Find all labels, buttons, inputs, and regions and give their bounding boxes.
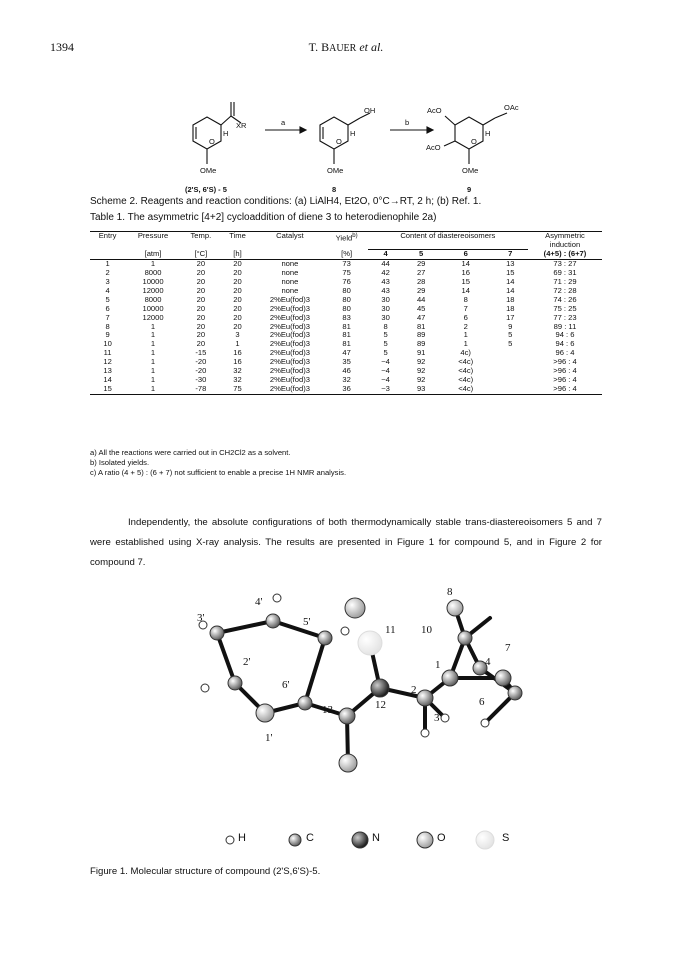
table-cell: 27 — [416, 268, 426, 278]
table-cell: 6 — [463, 312, 468, 322]
table-cell: -30 — [195, 375, 207, 384]
table-cell: 12000 — [142, 312, 164, 322]
table-cell: 14 — [506, 277, 515, 287]
table-cell: 44 — [381, 259, 390, 269]
table-cell: 20 — [196, 321, 206, 331]
table-cell: 8000 — [144, 294, 162, 304]
table-cell: 6 — [105, 303, 110, 313]
table-cell: 20 — [196, 268, 206, 278]
ome-label-5: OMe — [200, 166, 217, 175]
table-cell: 9 — [105, 330, 110, 340]
table-cell: 45 — [416, 303, 426, 313]
table-cell: 20 — [233, 321, 242, 331]
col-5: 5 — [404, 250, 439, 260]
table-cell: >96 : 4 — [553, 357, 577, 367]
table-cell: 15 — [461, 277, 470, 287]
table-cell: 5 — [383, 339, 388, 349]
table-cell: 8000 — [144, 268, 162, 278]
table-cell: 15 — [90, 385, 125, 394]
table-cell: 81 — [342, 339, 351, 349]
table-cell: 80 — [342, 303, 351, 313]
table-cell: 7 — [105, 312, 110, 322]
th-entry: Entry — [90, 232, 125, 250]
table-cell: 4 — [105, 285, 110, 295]
table-cell: 12000 — [142, 285, 164, 295]
table-cell — [493, 367, 528, 376]
table-cell: 5 — [383, 330, 388, 340]
unit-time: [h] — [221, 250, 254, 260]
table-cell: 8 — [383, 321, 388, 331]
table-cell — [493, 349, 528, 358]
th-asym: Asymmetric induction — [528, 232, 602, 250]
table-cell: 2%Eu(fod)3 — [269, 321, 310, 331]
table-cell: 20 — [233, 268, 242, 278]
table-cell: none — [281, 268, 299, 278]
th-content: Content of diastereoisomers — [368, 232, 528, 250]
table-cell: 2%Eu(fod)3 — [269, 366, 310, 376]
table-cell: 7 — [463, 303, 468, 313]
table-cell: 1 — [150, 339, 156, 349]
table-cell: 32 — [342, 375, 351, 384]
table-cell: 89 — [416, 339, 426, 349]
table-cell: 20 — [196, 312, 206, 322]
table-cell: 81 — [416, 321, 426, 331]
table-cell: 20 — [233, 285, 242, 295]
table-cell: 20 — [233, 294, 242, 304]
table-cell: none — [281, 259, 299, 269]
ring-o-label-9: O — [471, 137, 477, 146]
oac-label: OAc — [504, 103, 519, 112]
table-cell: 1 — [150, 348, 156, 358]
svg-text:11: 11 — [385, 624, 396, 636]
col-6: 6 — [439, 250, 493, 260]
th-temp: Temp. — [181, 232, 221, 250]
table-cell: 35 — [342, 357, 351, 367]
table-cell: 42 — [381, 268, 390, 278]
th-time: Time — [221, 232, 254, 250]
table-cell: ~3 — [368, 385, 404, 394]
svg-text:10: 10 — [421, 624, 432, 636]
arrow-b-label: b — [405, 118, 410, 127]
table-cell: 1 — [150, 366, 156, 376]
ome-label-9: OMe — [462, 166, 479, 175]
compound-5-structure — [193, 102, 241, 164]
table-cell: 28 — [416, 277, 426, 287]
table-cell: 8 — [463, 294, 468, 304]
table-cell: 5 — [383, 348, 388, 358]
table-cell: >96 : 4 — [553, 375, 577, 384]
compound-9-label: 9 — [467, 185, 472, 194]
table-cell: 2%Eu(fod)3 — [269, 339, 310, 349]
table-cell: 2%Eu(fod)3 — [254, 385, 325, 394]
table-cell: 74 : 26 — [553, 294, 577, 304]
table-cell: 89 — [416, 330, 426, 340]
table-footnotes — [90, 448, 346, 478]
table-cell: 12 — [103, 357, 112, 367]
footnote-c: c) A ratio (4 + 5) : (6 + 7) not sufficient to enable a precise 1H NMR analysis. — [90, 468, 347, 477]
table-cell: 2%Eu(fod)3 — [269, 303, 310, 313]
table-cell: 92 — [416, 357, 426, 367]
table-cell: 10000 — [142, 303, 164, 313]
table-cell: 20 — [196, 259, 206, 269]
table-cell: 9 — [508, 321, 513, 331]
table-cell: 94 : 6 — [555, 330, 575, 340]
table-cell: <4c) — [458, 366, 474, 376]
svg-text:4': 4' — [255, 596, 263, 608]
table-cell: 83 — [342, 312, 351, 322]
svg-text:1': 1' — [265, 732, 273, 744]
table-cell: 32 — [233, 375, 242, 384]
table-cell: 16 — [233, 348, 242, 358]
table-cell: 92 — [416, 366, 426, 376]
table-cell: 14 — [103, 375, 112, 384]
table-cell: 94 : 6 — [555, 339, 575, 349]
svg-text:3: 3 — [434, 712, 440, 724]
table-cell: none — [281, 277, 299, 287]
page-header — [0, 40, 692, 56]
reaction-scheme — [165, 80, 585, 200]
table-cell: 3 — [105, 277, 110, 287]
table-cell: 5 — [105, 294, 110, 304]
unit-asym: (4+5) : (6+7) — [528, 250, 602, 260]
molecular-structure-figure — [185, 583, 545, 783]
xr-label: XR — [236, 121, 247, 130]
table-cell: 29 — [416, 259, 426, 269]
unit-temp: [°C] — [181, 250, 221, 260]
table-cell: 77 : 23 — [553, 312, 577, 322]
table-caption: Table 1. The asymmetric [4+2] cycloaddition of diene 3 to heterodienophile 2a) — [90, 212, 437, 223]
table-cell: 1 — [150, 259, 156, 269]
h-label-5: H — [223, 129, 229, 138]
page-number: 1394 — [50, 40, 74, 54]
table-cell: 8 — [105, 321, 110, 331]
table-cell: 89 : 11 — [553, 321, 577, 331]
svg-text:6: 6 — [479, 696, 485, 708]
table-cell: 3 — [235, 330, 240, 340]
body-paragraph: Independently, the absolute configurations of both thermodynamically stable trans-diastereoisomers 5 and 7 were established using X-ray analysis. The results are presented in Figure 1 for compound 5, and in Figure 2 for compound 7. — [90, 517, 602, 568]
table-cell: 2%Eu(fod)3 — [269, 294, 310, 304]
table-cell: 14 — [506, 285, 515, 295]
oh-label: OH — [364, 106, 376, 115]
ring-o-label-5: O — [209, 137, 215, 146]
table-cell: 30 — [381, 294, 390, 304]
table-cell: 20 — [196, 277, 206, 287]
table-cell: <4c) — [439, 385, 493, 394]
table-cell: -78 — [181, 385, 221, 394]
table-cell: 43 — [381, 285, 390, 295]
table-cell: 93 — [404, 385, 439, 394]
table-cell: 20 — [196, 285, 206, 295]
table-cell: 16 — [461, 268, 470, 278]
table-cell: 1 — [463, 339, 468, 349]
table-cell: 47 — [416, 312, 426, 322]
table-cell: <4c) — [458, 357, 474, 367]
table-cell: 92 — [416, 375, 426, 384]
table-cell: 1 — [463, 330, 468, 340]
table-cell: 1 — [125, 385, 181, 394]
table-cell: 11 — [103, 348, 112, 358]
legend-o: O — [437, 832, 446, 844]
table-cell: 2%Eu(fod)3 — [269, 357, 310, 367]
table-cell: 69 : 31 — [553, 268, 577, 278]
svg-text:13: 13 — [322, 704, 333, 716]
table-cell: 2%Eu(fod)3 — [269, 312, 310, 322]
table-cell: 18 — [506, 294, 515, 304]
table-cell: 10 — [103, 339, 112, 349]
compound-8-structure — [320, 113, 370, 164]
table-cell: 30 — [381, 303, 390, 313]
table-cell: 2%Eu(fod)3 — [269, 330, 310, 340]
table-cell: 96 : 4 — [555, 348, 575, 358]
aco-label-top: AcO — [427, 106, 442, 115]
svg-text:1: 1 — [435, 659, 441, 671]
table-cell: 73 — [342, 259, 351, 269]
table-cell: ~4 — [381, 357, 390, 367]
table-cell: 13 — [103, 366, 112, 376]
table-cell — [493, 385, 528, 394]
svg-text:3': 3' — [197, 612, 205, 624]
table-cell: 1 — [150, 330, 156, 340]
table-cell: 43 — [381, 277, 390, 287]
table-row — [90, 385, 602, 394]
unit-pressure: [atm] — [125, 250, 181, 260]
table-cell: 2%Eu(fod)3 — [269, 375, 310, 384]
table-cell: 20 — [233, 303, 242, 313]
table-cell: 20 — [196, 330, 206, 340]
figure-caption: Figure 1. Molecular structure of compound (2'S,6'S)-5. — [90, 866, 321, 877]
table-cell: 75 — [342, 268, 351, 278]
table-cell: 47 — [342, 348, 351, 358]
h-label-9: H — [485, 129, 491, 138]
legend-c: C — [306, 832, 314, 844]
table-cell: 2 — [463, 321, 468, 331]
table-cell: 75 : 25 — [553, 303, 577, 313]
table-cell: 20 — [196, 294, 206, 304]
table-cell: 20 — [196, 339, 206, 349]
table-cell: 18 — [506, 303, 515, 313]
table-cell: none — [281, 285, 299, 295]
svg-text:8: 8 — [447, 586, 453, 598]
table-cell: 81 — [342, 321, 351, 331]
col-7: 7 — [493, 250, 528, 260]
table-cell: -20 — [195, 357, 207, 367]
table-cell: 44 — [416, 294, 426, 304]
table-cell: 75 — [221, 385, 254, 394]
footnote-a: a) All the reactions were carried out in CH2Cl2 as a solvent. — [90, 448, 291, 457]
legend-s: S — [502, 832, 510, 844]
table-cell: 1 — [150, 357, 156, 367]
table-cell: 1 — [150, 321, 156, 331]
table-cell: 2 — [105, 268, 110, 278]
table-cell: 4c) — [460, 348, 471, 358]
compound-5-label: (2'S, 6'S) - 5 — [185, 185, 227, 194]
table-cell: 80 — [342, 294, 351, 304]
table-cell: 80 — [342, 285, 351, 295]
table-cell: 10000 — [142, 277, 164, 287]
table-cell: 1 — [235, 339, 240, 349]
table-cell: 17 — [506, 312, 515, 322]
svg-text:5': 5' — [303, 616, 311, 628]
table-cell: 91 — [416, 348, 426, 358]
table-cell: 76 — [342, 277, 351, 287]
svg-text:7: 7 — [505, 642, 511, 654]
table-cell — [493, 358, 528, 367]
table-cell: 72 : 28 — [553, 285, 577, 295]
table-cell: 13 — [506, 259, 515, 269]
table-cell — [493, 376, 528, 385]
col-4: 4 — [368, 250, 404, 260]
table-cell: -20 — [195, 366, 207, 376]
footnote-b: b) Isolated yields. — [90, 458, 150, 467]
table-cell: >96 : 4 — [553, 366, 577, 376]
table-cell: 14 — [461, 285, 470, 295]
table-cell: ~4 — [381, 366, 390, 376]
table-cell: 14 — [461, 259, 470, 269]
table-cell: 46 — [342, 366, 351, 376]
arrow-a-label: a — [281, 118, 286, 127]
table-cell: 29 — [416, 285, 426, 295]
table-cell: 32 — [233, 366, 242, 376]
table-cell: 71 : 29 — [553, 277, 577, 287]
table-cell: 36 — [326, 385, 368, 394]
th-yield: Yield$^{b)}$ — [326, 232, 368, 250]
table-cell: 1 — [105, 259, 110, 269]
scheme-caption: Scheme 2. Reagents and reaction conditions: (a) LiAlH4, Et2O, 0°C→RT, 2 h; (b) Ref. 1. — [90, 196, 482, 207]
legend-h: H — [238, 832, 246, 844]
table-cell: 30 — [381, 312, 390, 322]
table-cell: <4c) — [458, 375, 474, 384]
table-cell: 20 — [196, 303, 206, 313]
svg-text:2': 2' — [243, 656, 251, 668]
table-cell: ~4 — [381, 375, 390, 384]
table-cell: 2%Eu(fod)3 — [269, 348, 310, 358]
aco-label-bottom: AcO — [426, 143, 441, 152]
table-cell: 20 — [233, 277, 242, 287]
h-label-8: H — [350, 129, 356, 138]
legend-n: N — [372, 832, 380, 844]
table-cell: 81 — [342, 330, 351, 340]
compound-8-label: 8 — [332, 185, 337, 194]
table-cell: 20 — [233, 312, 242, 322]
atom-legend — [220, 830, 540, 850]
svg-text:2: 2 — [411, 684, 417, 696]
svg-text:4: 4 — [485, 656, 491, 668]
unit-yield: [%] — [326, 250, 368, 260]
svg-text:12: 12 — [375, 699, 386, 711]
ring-o-label-8: O — [336, 137, 342, 146]
running-title: T. BAUER et al. — [308, 40, 384, 54]
table-cell: 20 — [233, 259, 242, 269]
table-cell: 73 : 27 — [553, 259, 577, 269]
table-cell: 15 — [506, 268, 515, 278]
ome-label-8: OMe — [327, 166, 344, 175]
table-cell: 1 — [150, 375, 156, 384]
table-cell: -15 — [195, 348, 207, 358]
table-cell: 5 — [508, 339, 513, 349]
th-catalyst: Catalyst — [254, 232, 325, 250]
table-cell: >96 : 4 — [528, 385, 602, 394]
results-table — [90, 231, 602, 395]
table-cell: 5 — [508, 330, 513, 340]
table-cell: 16 — [233, 357, 242, 367]
th-pressure: Pressure — [125, 232, 181, 250]
svg-text:6': 6' — [282, 679, 290, 691]
